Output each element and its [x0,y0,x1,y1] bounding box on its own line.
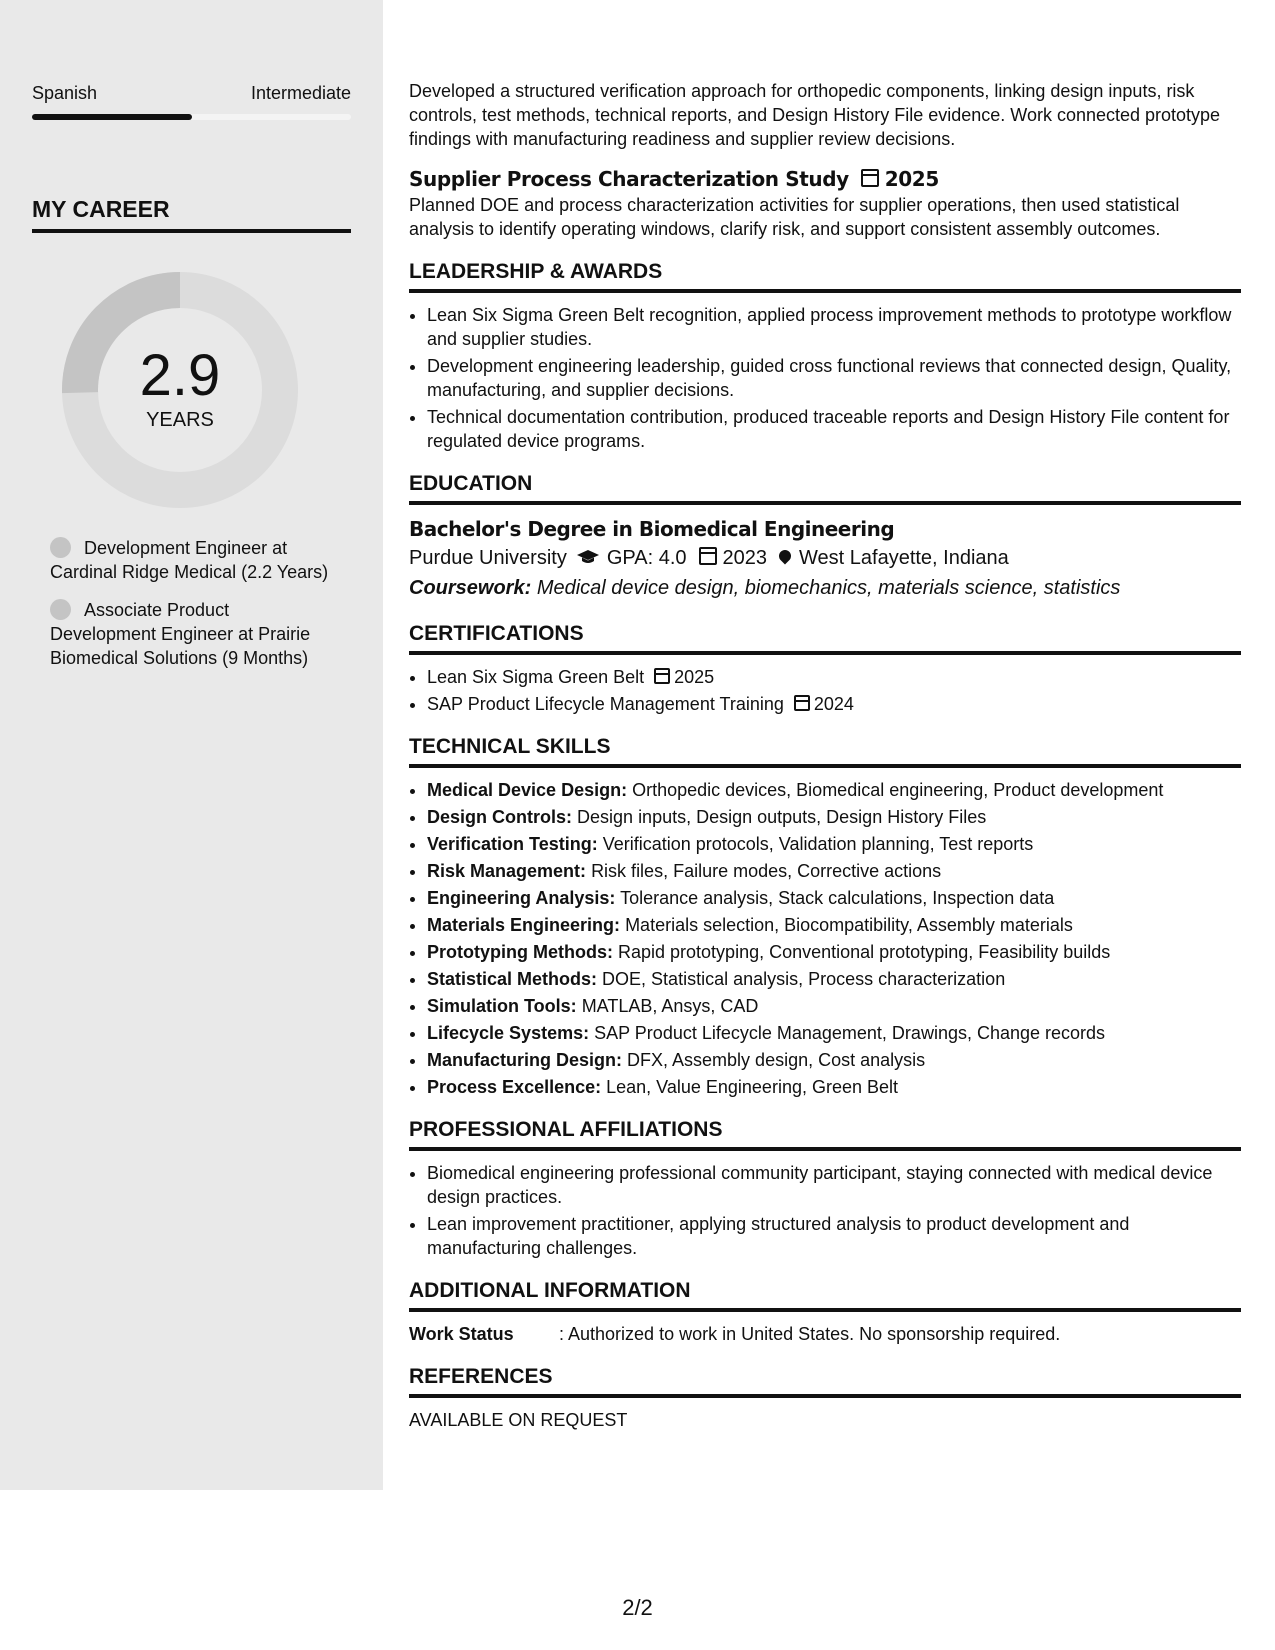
skill-label: Materials Engineering: [427,915,621,935]
calendar-icon [794,695,810,711]
education-coursework [409,573,1241,603]
list-item: • Development engineering leadership, guided cross functional reviews that connected design, Quality, manufacturing, and supplier decisions. [427,354,1241,402]
career-dot-icon [50,537,71,558]
calendar-icon [654,668,670,684]
skill-label: Prototyping Methods: [427,942,613,962]
skill-value: Verification protocols, Validation planning, Test reports [602,834,1034,854]
certification-year: 2024 [813,694,854,714]
certifications-list [409,665,1241,716]
list-item: • Technical documentation contribution, produced traceable reports and Design History File content for regulated device programs. [427,405,1241,453]
list-item [427,1075,1241,1099]
skills-list [409,778,1241,1099]
work-status-label: Work Status [409,1324,514,1344]
skill-label: Verification Testing: [427,834,598,854]
main-content [409,79,1241,1432]
skill-value: DFX, Assembly design, Cost analysis [627,1050,926,1070]
list-item [427,692,1241,716]
list-item [427,805,1241,829]
skill-value: Rapid prototyping, Conventional prototyping, Feasibility builds [618,942,1111,962]
skill-label: Statistical Methods: [427,969,598,989]
list-item [427,886,1241,910]
page-number: 2/2 [622,1595,653,1620]
skill-value: Tolerance analysis, Stack calculations, Inspection data [620,888,1055,908]
list-item [427,967,1241,991]
career-total-number: 2.9 [139,343,221,408]
career-item [50,536,340,584]
list-item [427,665,1241,689]
skill-value: SAP Product Lifecycle Management, Drawings, Change records [594,1023,1106,1043]
graduation-cap-icon [577,543,599,555]
leadership-list [409,303,1241,453]
skill-value: Materials selection, Biocompatibility, Assembly materials [625,915,1073,935]
list-item [427,994,1241,1018]
education-details [409,543,1241,573]
skill-value: Design inputs, Design outputs, Design History Files [577,807,987,827]
skill-label: Lifecycle Systems: [427,1023,590,1043]
project-description: Planned DOE and process characterization activities for supplier operations, then used statistical analysis to identify operating windows, clarify risk, and support consistent assembly outcomes. [409,195,1180,239]
skill-label: Design Controls: [427,807,573,827]
certification-name: SAP Product Lifecycle Management Training [427,694,784,714]
language-level: Intermediate [250,83,351,103]
education-location: West Lafayette, Indiana [799,547,1009,569]
language-row [32,83,351,104]
list-item [427,940,1241,964]
list-item [427,1048,1241,1072]
career-dot-icon [50,599,71,620]
affiliations-heading: PROFESSIONAL AFFILIATIONS [409,1115,1241,1151]
skills-heading: TECHNICAL SKILLS [409,732,1241,768]
location-pin-icon [777,548,794,565]
skill-label: Engineering Analysis: [427,888,616,908]
references-heading: REFERENCES [409,1362,1241,1398]
career-heading: MY CAREER [32,196,351,233]
coursework-text: Medical device design, biomechanics, materials science, statistics [536,577,1121,599]
calendar-icon [861,169,879,187]
skill-label: Manufacturing Design: [427,1050,623,1070]
skill-label: Medical Device Design: [427,780,628,800]
education-degree: Bachelor's Degree in Biomedical Engineering [409,517,895,541]
skill-label: Simulation Tools: [427,996,577,1016]
career-list [50,536,340,684]
education-year: 2023 [722,547,768,569]
certification-year: 2025 [674,667,715,687]
skill-value: MATLAB, Ansys, CAD [581,996,759,1016]
list-item [427,859,1241,883]
intro-paragraph: Developed a structured verification approach for orthopedic components, linking design inputs, risk controls, test methods, technical reports, and Design History File evidence. Work connected prototype findings with manufacturing readiness and supplier review decisions. [409,81,1221,149]
language-proficiency-fill [32,114,192,120]
career-item-text: Associate Product Development Engineer at Prairie Biomedical Solutions (9 Months) [50,600,311,668]
skill-value: Orthopedic devices, Biomedical engineering, Product development [632,780,1164,800]
certifications-heading: CERTIFICATIONS [409,619,1241,655]
sidebar [0,0,383,1490]
skill-value: DOE, Statistical analysis, Process characterization [602,969,1006,989]
skill-label: Process Excellence: [427,1077,602,1097]
affiliations-list [409,1161,1241,1260]
skill-value: Risk files, Failure modes, Corrective actions [591,861,942,881]
education-gpa: GPA: 4.0 [606,547,687,569]
additional-heading: ADDITIONAL INFORMATION [409,1276,1241,1312]
list-item [427,778,1241,802]
calendar-icon [699,547,717,565]
list-item: • Lean improvement practitioner, applying structured analysis to product development and manufacturing challenges. [427,1212,1241,1260]
language-proficiency-bar [32,114,351,120]
list-item [427,832,1241,856]
coursework-label: Coursework: [409,577,532,599]
skill-label: Risk Management: [427,861,587,881]
education-school: Purdue University [409,547,567,569]
list-item: • Biomedical engineering professional community participant, staying connected with medical device design practices. [427,1161,1241,1209]
project-title-row [409,165,1241,193]
education-heading: EDUCATION [409,469,1241,505]
project-year: 2025 [884,167,939,191]
career-item [50,598,340,670]
list-item [427,913,1241,937]
certification-name: Lean Six Sigma Green Belt [427,667,645,687]
career-total-unit: YEARS [146,409,214,431]
project-title: Supplier Process Characterization Study [409,167,849,191]
skill-value: Lean, Value Engineering, Green Belt [606,1077,899,1097]
list-item: • Lean Six Sigma Green Belt recognition, applied process improvement methods to prototype workflow and supplier studies. [427,303,1241,351]
career-item-text: Development Engineer at Cardinal Ridge Medical (2.2 Years) [50,538,329,582]
work-status-value: : Authorized to work in United States. No sponsorship required. [559,1324,1061,1344]
leadership-heading: LEADERSHIP & AWARDS [409,257,1241,293]
language-name: Spanish [32,83,98,103]
references-text: AVAILABLE ON REQUEST [409,1410,628,1430]
work-status-row [409,1322,1241,1346]
list-item [427,1021,1241,1045]
